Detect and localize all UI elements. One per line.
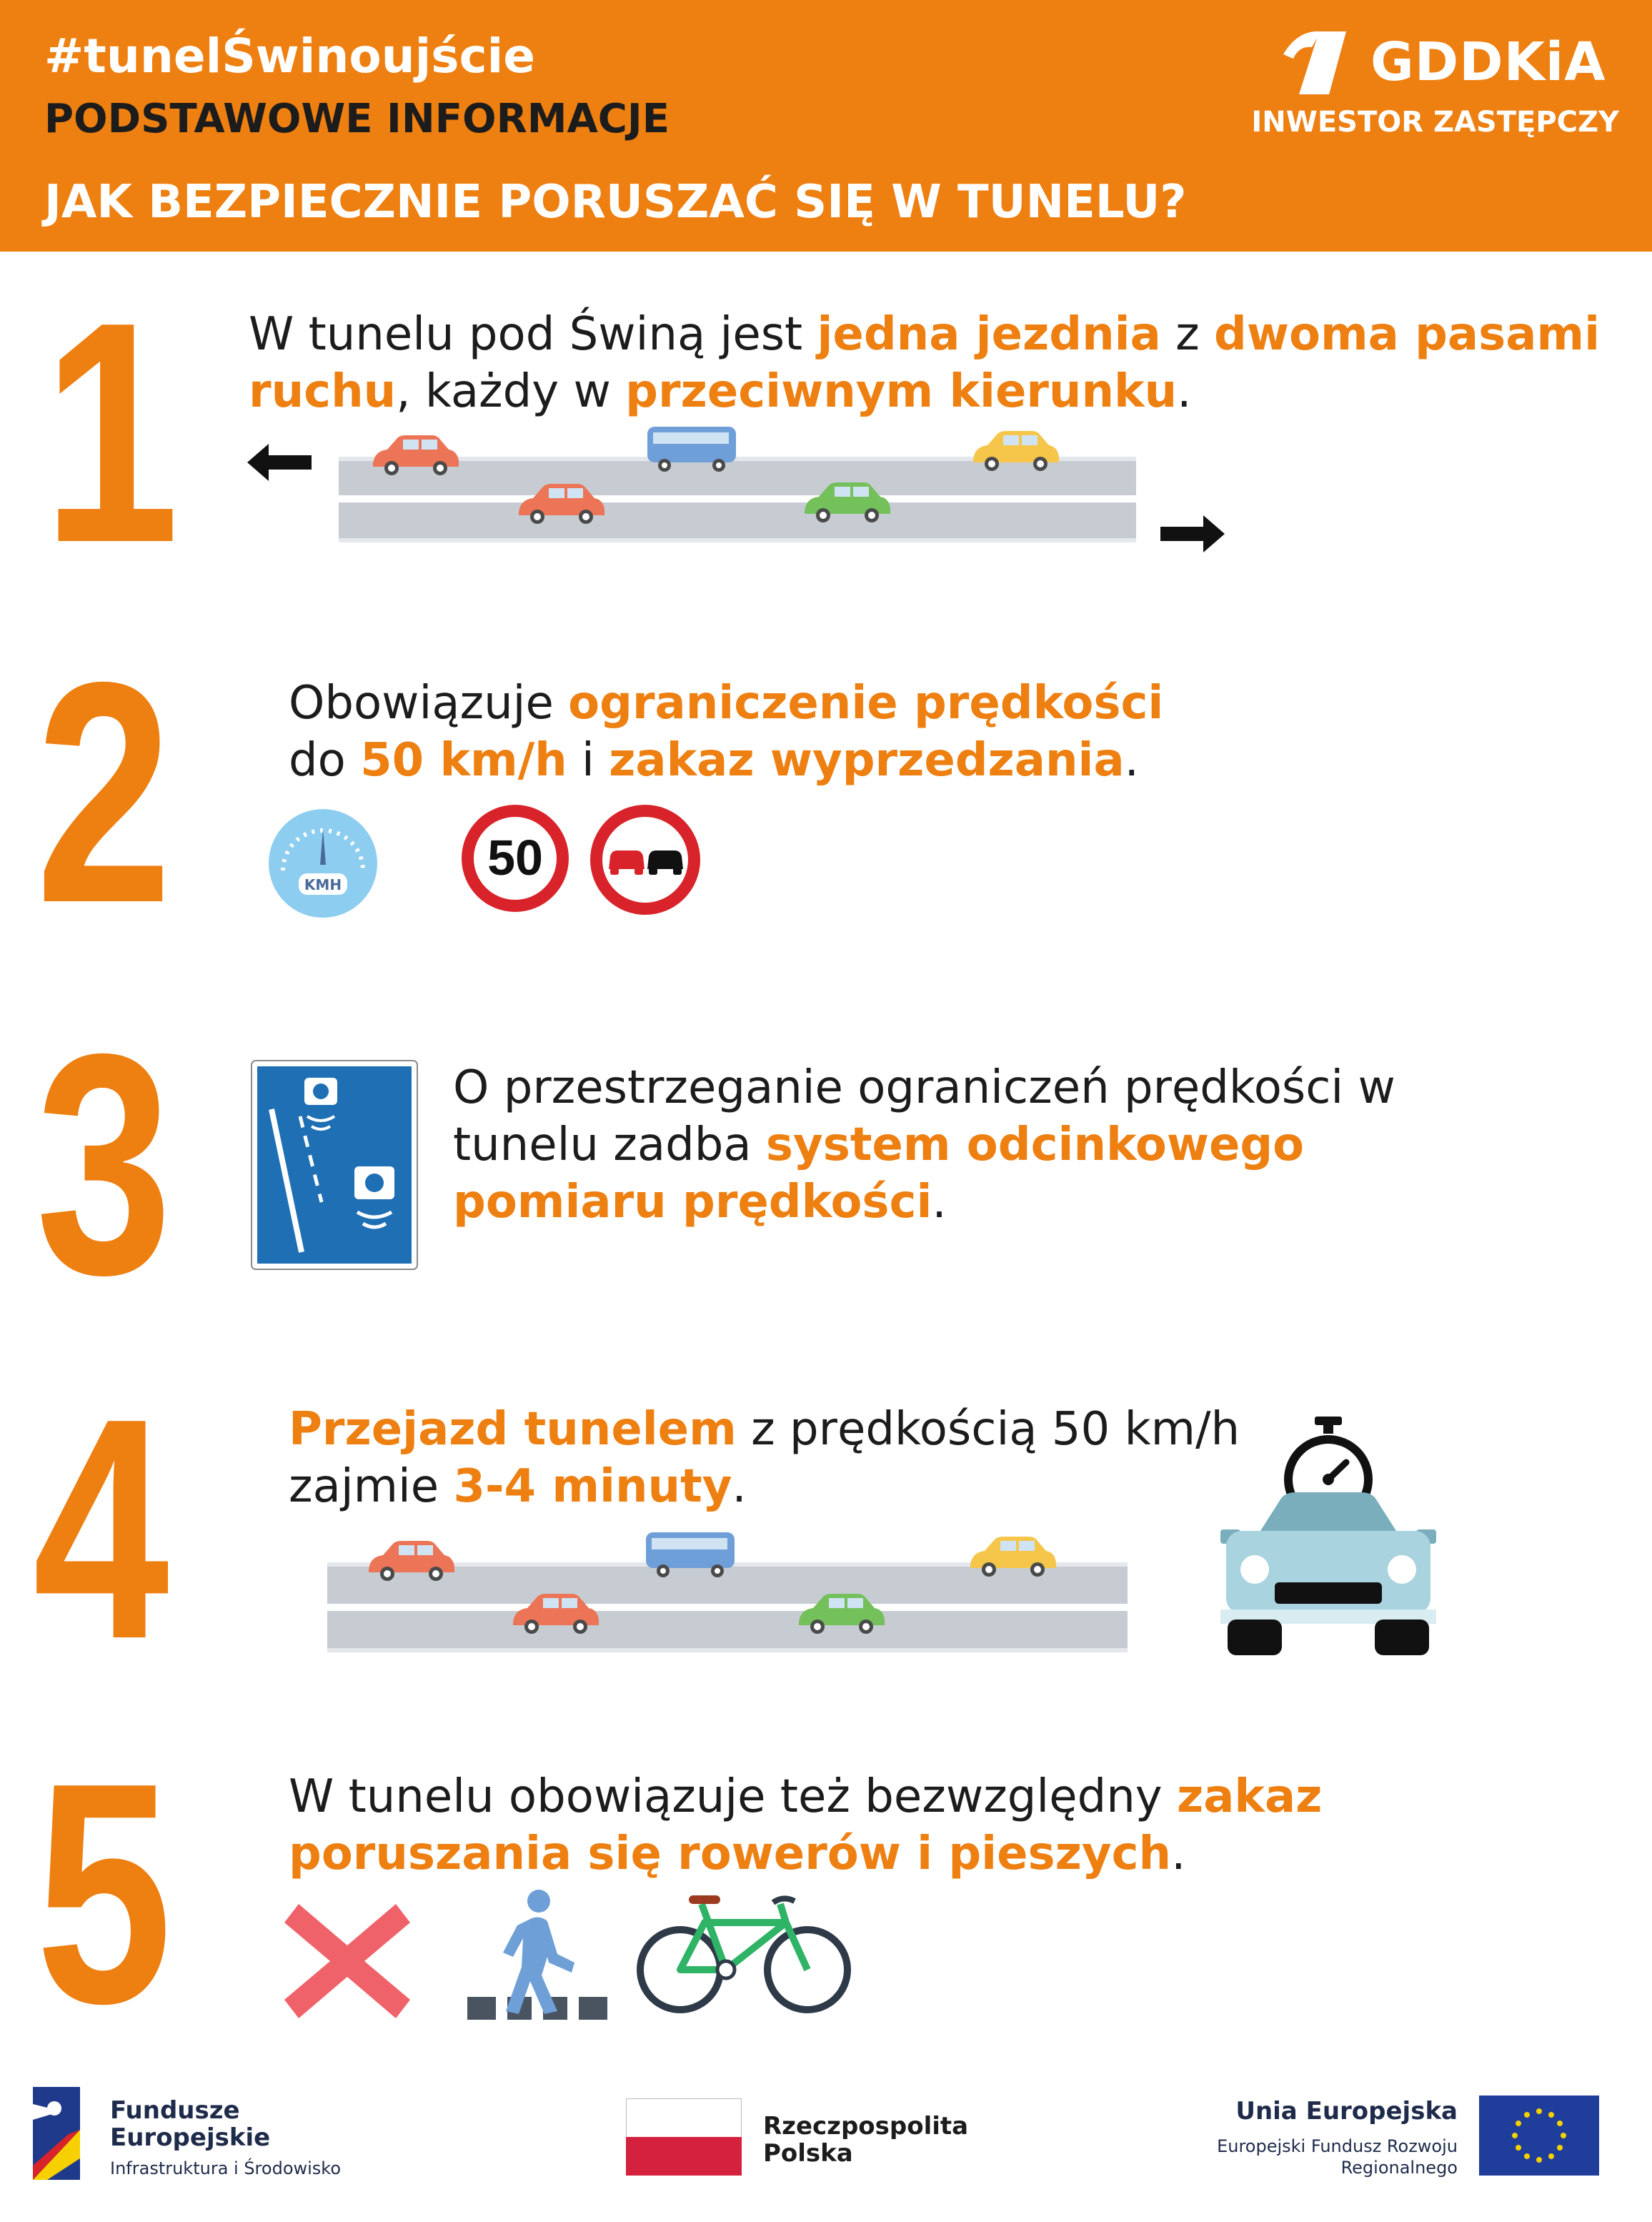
body-text: , każdy w: [396, 365, 626, 418]
step-4-text: [289, 1401, 1289, 1515]
body-text: i: [567, 734, 609, 787]
page-question: JAK BEZPIECZNIE PORUSZAĆ SIĘ W TUNELU?: [44, 176, 1187, 229]
highlight-text: system odcinkowego pomiaru prędkości: [453, 1119, 1305, 1229]
step-number: 1: [43, 257, 179, 608]
speedometer-label: KMH: [304, 876, 342, 893]
highlight-text: ograniczenie prędkości: [568, 677, 1164, 730]
step-number: 5: [36, 1718, 172, 2069]
step-5-text: [289, 1768, 1503, 1883]
body-text: W tunelu obowiązuje też bezwzględny: [289, 1770, 1177, 1823]
highlight-text: jedna jezdnia: [817, 308, 1161, 361]
body-text: z prędkością 50 km/h zajmie: [289, 1403, 1240, 1513]
highlight-text: Przejazd tunelem: [289, 1403, 737, 1456]
body-text: Obowiązuje: [289, 677, 569, 730]
body-text: .: [1171, 1827, 1186, 1880]
body-text: .: [932, 1176, 947, 1229]
highlight-text: 50 km/h: [360, 734, 567, 787]
highlight-text: zakaz poruszania się rowerów i pieszych: [289, 1770, 1323, 1880]
brand-name: GDDKiA: [1370, 31, 1606, 93]
footer-fe-title: Fundusze Europejskie: [110, 2096, 271, 2152]
speedometer-icon: [267, 808, 379, 919]
body-text: W tunelu pod Świną jest: [249, 308, 817, 361]
body-text: .: [732, 1460, 747, 1513]
no-overtaking-sign: [589, 803, 702, 916]
body-text: do: [289, 734, 361, 787]
tunnel-road-illustration: [327, 1529, 1128, 1665]
highlight-text: zakaz wyprzedzania: [609, 734, 1125, 787]
speed-camera-sign: [250, 1059, 419, 1271]
highlight-text: 3-4 minuty: [453, 1460, 732, 1513]
footer-fe-subtitle: Infrastruktura i Środowisko: [110, 2158, 342, 2178]
step-number: 3: [36, 989, 172, 1340]
two-lane-road-illustration: [243, 418, 1229, 561]
car-stopwatch-icon: [1220, 1417, 1436, 1657]
bicycle-icon: [633, 1888, 855, 2017]
footer-pl-name: Rzeczpospolita Polska: [763, 2112, 969, 2168]
gddkia-logo-icon: [1278, 26, 1356, 97]
pedestrian-icon: [467, 1888, 607, 2020]
step-number: 4: [33, 1354, 169, 1705]
body-text: .: [1177, 365, 1192, 418]
eu-flag-icon: [1479, 2095, 1599, 2176]
hashtag-title: #tunelŚwinoujście: [44, 29, 536, 84]
step-3-text: [453, 1059, 1453, 1231]
speed-limit-value: 50: [487, 830, 543, 886]
highlight-text: dwoma pasami ruchu: [249, 308, 1600, 418]
page-subtitle: PODSTAWOWE INFORMACJE: [44, 96, 670, 142]
step-1-text: [249, 306, 1635, 420]
body-text: .: [1124, 734, 1139, 787]
body-text: O przestrzeganie ograniczeń prędkości w tunelu zadba: [453, 1061, 1395, 1171]
footer-eu-title: Unia Europejska: [1235, 2097, 1458, 2126]
speed-limit-sign: [460, 803, 570, 913]
cross-icon: [284, 1904, 410, 2018]
body-text: z: [1160, 308, 1215, 361]
step-number: 2: [36, 618, 172, 968]
highlight-text: przeciwnym kierunku: [625, 365, 1178, 418]
footer-eu-subtitle: Europejski Fundusz Rozwoju Regionalnego: [1217, 2136, 1458, 2178]
poland-flag-icon: [626, 2098, 742, 2176]
step-2-text: [289, 675, 1218, 789]
brand-role: INWESTOR ZASTĘPCZY: [1251, 106, 1619, 139]
fundusze-europejskie-logo: [33, 2080, 90, 2187]
